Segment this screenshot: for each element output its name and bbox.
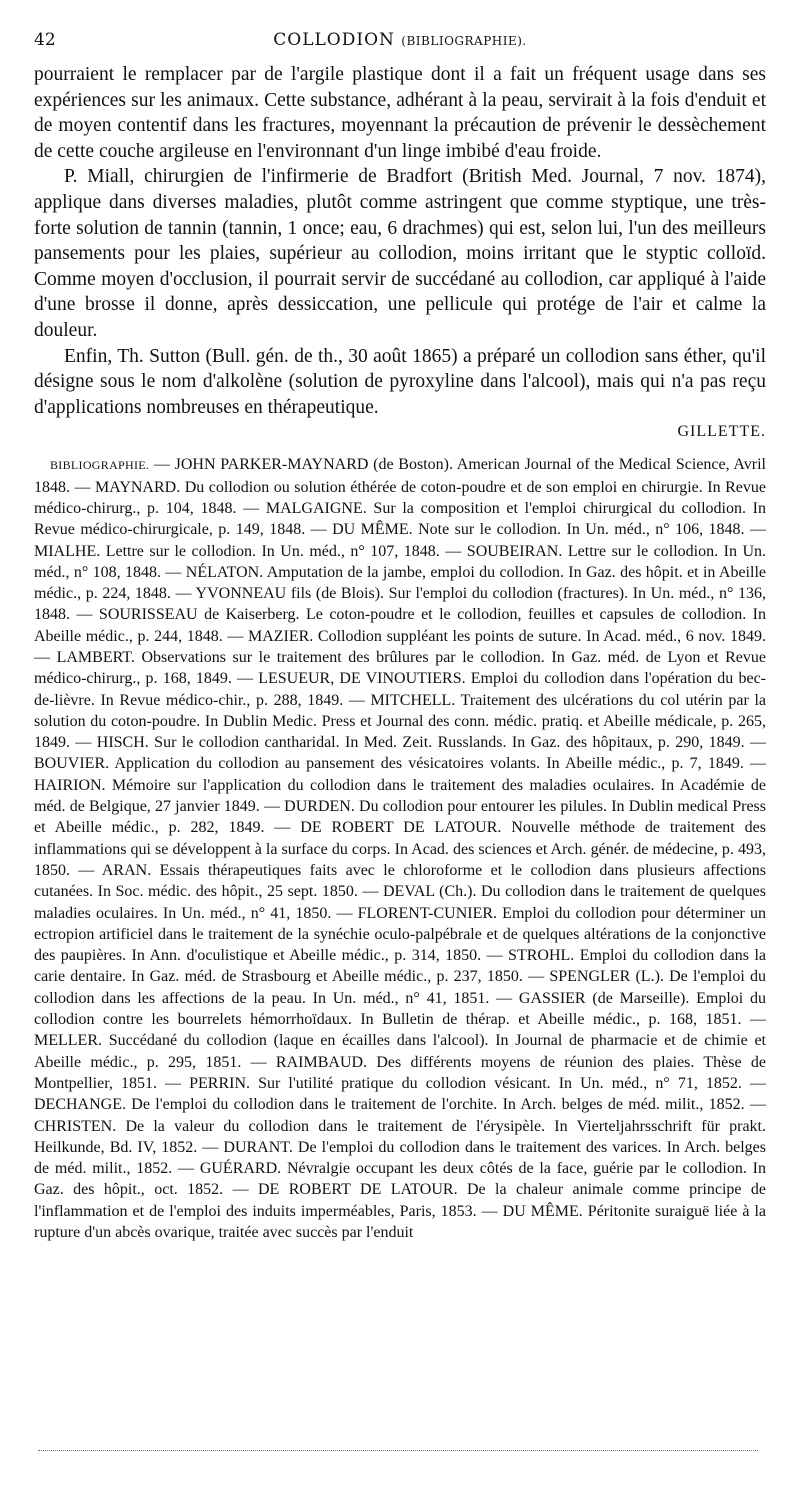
body-text [34,62,766,444]
page-header [34,22,766,52]
running-title [34,30,766,50]
bibliography [34,454,766,1243]
paragraph: P. Miall, chirurgien de l'infirmerie de Bradfort (British Med. Journal, 7 nov. 1874), applique dans diverses maladies, plutôt comme astringent que comme styptique, une très-forte solution de tannin (tannin, 1 once; eau, 6 drachmes) qui est, selon lui, l'un des meilleurs pansements pour les plaies, supérieur au collodion, moins irritant que le styptic colloïd. Comme moyen d'occlusion, il pourrait servir de succédané au collodion, car appliqué à l'aide d'une brosse il donne, après dessiccation, une pellicule qui protége de l'air et calme la douleur. [34,166,766,341]
paragraph: pourraient le remplacer par de l'argile plastique dont il a fait un fréquent usage dans ses expériences sur les animaux. Cette substance, adhérant à la peau, servirait à la fois d'enduit et de moyen contentif dans les fractures, moyennant la précaution de prévenir le dessèchement de cette couche argileuse en l'environnant d'un linge imbibé d'eau froide. [34,64,766,162]
bibliography-heading: BIBLIOGRAPHIE. [50,458,150,473]
paragraph: Enfin, Th. Sutton (Bull. gén. de th., 30 août 1865) a préparé un collodion sans éther, qu'il désigne sous le nom d'alkolène (solution de pyroxyline dans l'alcool), mais qui n'a pas reçu d'applications nombreuses en thérapeutique. [34,345,766,418]
page-number: 42 [34,30,56,50]
document-page [34,22,766,1243]
footer-rule [38,1450,758,1451]
author-signature: GILLETTE. [677,423,766,441]
running-title-sub: (BIBLIOGRAPHIE). [401,34,527,48]
bibliography-text: — JOHN PARKER-MAYNARD (de Boston). American Journal of the Medical Science, Avril 1848. — MAYNARD. Du collodion ou solution éthérée de coton-poudre et de son emploi en chirurgie. In Revue médico-chirurg., p. 104, 1848. — MALGAIGNE. Sur la composition et l'emploi chirurgical du collodion. In Revue médico-chirurgicale, p. 149, 1848. — DU MÊME. Note sur le collodion. In Un. méd., n° 106, 1848. — MIALHE. Lettre sur le collodion. In Un. méd., n° 107, 1848. — SOUBEIRAN. Lettre sur le collodion. In Un. méd., n° 108, 1848. — NÉLATON. Amputation de la jambe, emploi du collodion. In Gaz. des hôpit. et in Abeille médic., p. 224, 1848. — YVONNEAU fils (de Blois). Sur l'emploi du collodion (fractures). In Un. méd., n° 136, 1848. — SOURISSEAU de Kaiserberg. Le coton-poudre et le collodion, feuilles et capsules de collodion. In Abeille médic., p. 244, 1848. — MAZIER. Collodion suppléant les points de suture. In Acad. méd., 6 nov. 1849. — LAMBERT. Observations sur le traitement des brûlures par le collodion. In Gaz. méd. de Lyon et Revue médico-chirurg., p. 168, 1849. — LESUEUR, DE VINOUTIERS. Emploi du collodion dans l'opération du bec-de-lièvre. In Revue médico-chir., p. 288, 1849. — MITCHELL. Traitement des ulcérations du col utérin par la solution du coton-poudre. In Dublin Medic. Press et Journal des conn. médic. pratiq. et Abeille médicale, p. 265, 1849. — HISCH. Sur le collodion cantharidal. In Med. Zeit. Russlands. In Gaz. des hôpitaux, p. 290, 1849. — BOUVIER. Application du collodion au pansement des vésicatoires volants. In Abeille médic., p. 7, 1849. — HAIRION. Mémoire sur l'application du collodion dans le traitement des maladies oculaires. In Académie de méd. de Belgique, 27 janvier 1849. — DURDEN. Du collodion pour entourer les pilules. In Dublin medical Press et Abeille médic., p. 282, 1849. — DE ROBERT DE LATOUR. Nouvelle méthode de traitement des inflammations qui se développent à la surface du corps. In Acad. des sciences et Arch. génér. de médecine, p. 493, 1850. — ARAN. Essais thérapeutiques faits avec le chloroforme et le collodion dans plusieurs affections cutanées. In Soc. médic. des hôpit., 25 sept. 1850. — DEVAL (Ch.). Du collodion dans le traitement de quelques maladies oculaires. In Un. méd., n° 41, 1850. — FLORENT-CUNIER. Emploi du collodion pour déterminer un ectropion artificiel dans le traitement de la synéchie oculo-palpébrale et de quelques altérations de la conjonctive des paupières. In Ann. d'oculistique et Abeille médic., p. 314, 1850. — STROHL. Emploi du collodion dans la carie dentaire. In Gaz. méd. de Strasbourg et Abeille médic., p. 237, 1850. — SPENGLER (L.). De l'emploi du collodion dans les affections de la peau. In Un. méd., n° 41, 1851. — GASSIER (de Marseille). Emploi du collodion contre les bourrelets hémorrhoïdaux. In Bulletin de thérap. et Abeille médic., p. 168, 1851. — MELLER. Succédané du collodion (laque en écailles dans l'alcool). In Journal de pharmacie et de chimie et Abeille médic., p. 295, 1851. — RAIMBAUD. Des différents moyens de réunion des plaies. Thèse de Montpellier, 1851. — PERRIN. Sur l'utilité pratique du collodion vésicant. In Un. méd., n° 71, 1852. — DECHANGE. De l'emploi du collodion dans le traitement de l'orchite. In Arch. belges de méd. milit., 1852. — CHRISTEN. De la valeur du collodion dans le traitement de l'érysipèle. In Vierteljahrsschrift für prakt. Heilkunde, Bd. IV, 1852. — DURANT. De l'emploi du collodion dans le traitement des varices. In Arch. belges de méd. milit., 1852. — GUÉRARD. Névralgie occupant les deux côtés de la face, guérie par le collodion. In Gaz. des hôpit., oct. 1852. — DE ROBERT DE LATOUR. De la chaleur animale comme principe de l'inflammation et de l'emploi des induits imperméables, Paris, 1853. — DU MÊME. Péritonite suraiguë liée à la rupture d'un abcès ovarique, traitée avec succès par l'enduit [34,456,766,1241]
running-title-main: COLLODION [273,30,395,50]
